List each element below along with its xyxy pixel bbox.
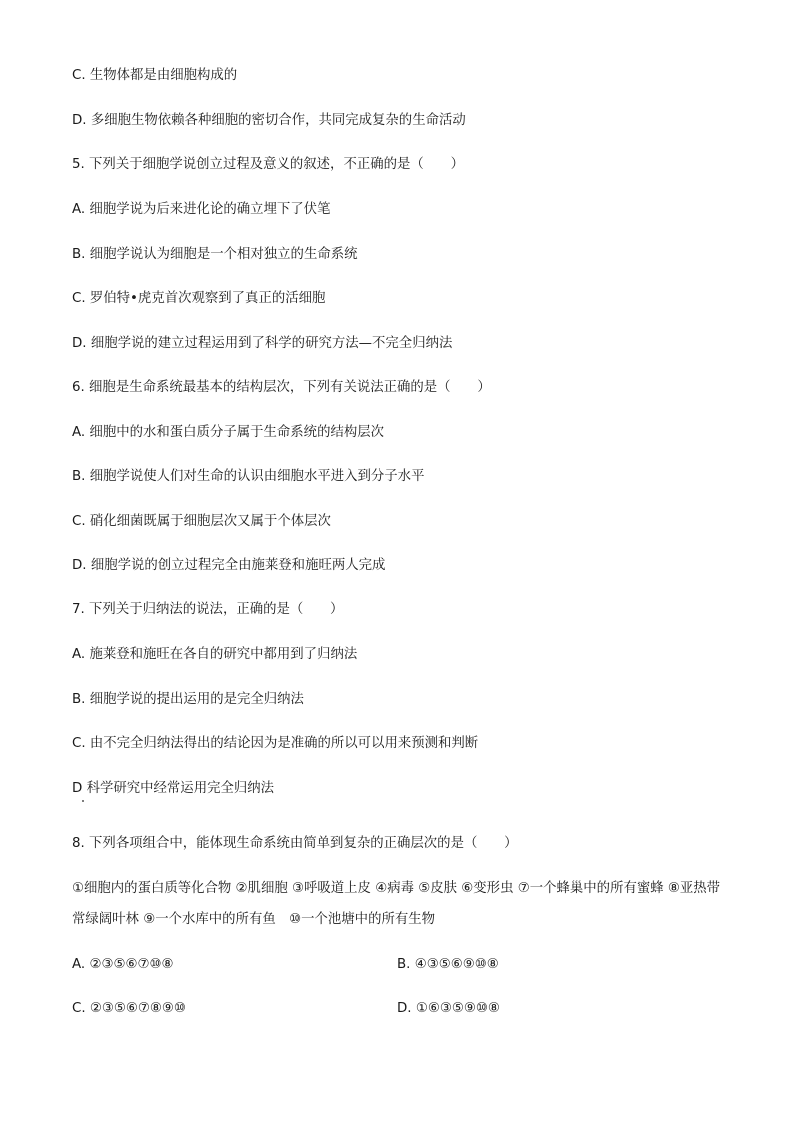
stray-dot (82, 800, 84, 802)
q7-option-a: A. 施莱登和施旺在各自的研究中都用到了归纳法 (72, 647, 358, 662)
q8-option-a: A. ②③⑤⑥⑦⑩⑧ (72, 957, 174, 972)
q8-option-b: B. ④③⑤⑥⑨⑩⑧ (397, 957, 499, 972)
q5-option-b: B. 细胞学说认为细胞是一个相对独立的生命系统 (72, 247, 358, 262)
q5-option-d: D. 细胞学说的建立过程运用到了科学的研究方法—不完全归纳法 (72, 336, 453, 351)
q5-option-c: C. 罗伯特•虎克首次观察到了真正的活细胞 (72, 291, 326, 306)
q8-option-d: D. ①⑥③⑤⑨⑩⑧ (397, 1001, 500, 1016)
q7-option-c: C. 由不完全归纳法得出的结论因为是准确的所以可以用来预测和判断 (72, 736, 479, 751)
question-6: 6. 细胞是生命系统最基本的结构层次，下列有关说法正确的是（ ） (72, 380, 491, 395)
q6-option-d: D. 细胞学说的创立过程完全由施莱登和施旺两人完成 (72, 558, 386, 573)
q6-option-a: A. 细胞中的水和蛋白质分子属于生命系统的结构层次 (72, 425, 385, 440)
q4-option-c: C. 生物体都是由细胞构成的 (72, 68, 238, 83)
q5-option-a: A. 细胞学说为后来进化论的确立埋下了伏笔 (72, 202, 331, 217)
q6-option-c: C. 硝化细菌既属于细胞层次又属于个体层次 (72, 514, 331, 529)
q6-option-b: B. 细胞学说使人们对生命的认识由细胞水平进入到分子水平 (72, 469, 425, 484)
q8-items: ①细胞内的蛋白质等化合物 ②肌细胞 ③呼吸道上皮 ④病毒 ⑤皮肤 ⑥变形虫 ⑦一个蜂巢中的所有蜜蜂 ⑧亚热带常绿阔叶林 ⑨一个水库中的所有鱼 ⑩一个池塘中的所有生物 (72, 881, 721, 927)
q7-option-d: D 科学研究中经常运用完全归纳法 (72, 781, 275, 796)
q8-option-c: C. ②③⑤⑥⑦⑧⑨⑩ (72, 1001, 186, 1016)
question-7: 7. 下列关于归纳法的说法，正确的是（ ） (72, 602, 344, 617)
question-8: 8. 下列各项组合中，能体现生命系统由简单到复杂的正确层次的是（ ） (72, 836, 518, 851)
q7-option-b: B. 细胞学说的提出运用的是完全归纳法 (72, 692, 304, 707)
q4-option-d: D. 多细胞生物依赖各种细胞的密切合作，共同完成复杂的生命活动 (72, 113, 466, 128)
question-5: 5. 下列关于细胞学说创立过程及意义的叙述，不正确的是（ ） (72, 157, 464, 172)
